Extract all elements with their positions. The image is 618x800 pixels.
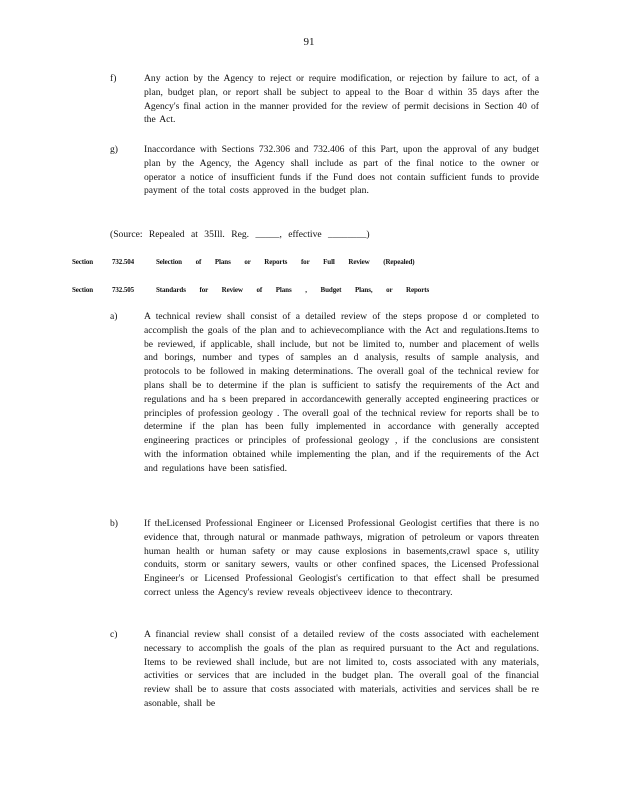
item-text: A financial review shall consist of a detailed review of the costs associated with eachelement necessary to accomplish the goals of the plan as required pursuant to the Act and regulations. Items to be reviewed shall include, but are not limited to, costs associated with any materials, activities or services that are included in the budget plan. The overall goal of the financial review shall be to assure that costs associated with materials, activities and services shall be re asonable, shall be (144, 629, 539, 709)
source-note: (Source: Repealed at 35Ill. Reg. _____, effective ________) (110, 229, 370, 240)
item-label: c) (110, 629, 118, 640)
section-label: Section (72, 258, 94, 266)
item-label: f) (110, 73, 117, 84)
item-label: g) (110, 144, 118, 155)
item-label: a) (110, 311, 118, 322)
item-text: Inaccordance with Sections 732.306 and 732.406 of this Part, upon the approval of any budget plan by the Agency, the Agency shall include as part of the final notice to the owner or operator a notice of insufficient funds if the Fund does not contain sufficient funds to provide payment of the total costs approved in the budget plan. (144, 144, 539, 197)
section-label: Section (72, 286, 94, 294)
section-title: Selection of Plans or Reports for Full Review (Repealed) (156, 258, 415, 266)
section-heading-732-505 (72, 285, 429, 295)
section-title: Standards for Review of Plans , Budget Plans, or Reports (156, 286, 430, 294)
section-heading-732-504 (72, 257, 415, 267)
item-text: Any action by the Agency to reject or require modification, or rejection by failure to act, of a plan, budget plan, or report shall be subject to appeal to the Boar d within 35 days after the Agency's final action in the manner provided for the review of permit decisions in Section 40 of the Act. (144, 73, 539, 126)
item-text: If theLicensed Professional Engineer or Licensed Professional Geologist certifies that there is no evidence that, through natural or manmade pathways, migration of petroleum or vapors threaten human health or human safety or may cause explosions in basements,crawl space s, utility conduits, storm or sanitary sewers, vaults or other confined spaces, the Licensed Professional Engineer's or Licensed Professional Geologist's certification to that effect shall be presumed correct unless the Agency's review reveals objectiveev idence to thecontrary. (144, 518, 539, 598)
section-number: 732.505 (112, 286, 135, 294)
section-number: 732.504 (112, 258, 135, 266)
item-text: A technical review shall consist of a detailed review of the steps propose d or completed to accomplish the goals of the plan and to achievecompliance with the Act and regulations.Items to be reviewed, if applicable, shall include, but not be limited to, number and placement of wells and borings, number and types of samples an d analysis, results of sample analysis, and protocols to be followed in making determinations. The overall goal of the technical review for plans shall be to determine if the plan is sufficient to satisfy the requirements of the Act and regulations and ha s been prepared in accordancewith generally accepted engineering practices or principles of profession geology . The overall goal of the technical review for reports shall be to determine if the plan has been fully implemented in accordance with generally accepted engineering practices or principles of professional geology , if the conclusions are consistent with the information obtained while implementing the plan, and if the requirements of the Act and regulations have been satisfied. (144, 311, 539, 474)
page-number: 91 (303, 36, 315, 48)
item-label: b) (110, 518, 118, 529)
